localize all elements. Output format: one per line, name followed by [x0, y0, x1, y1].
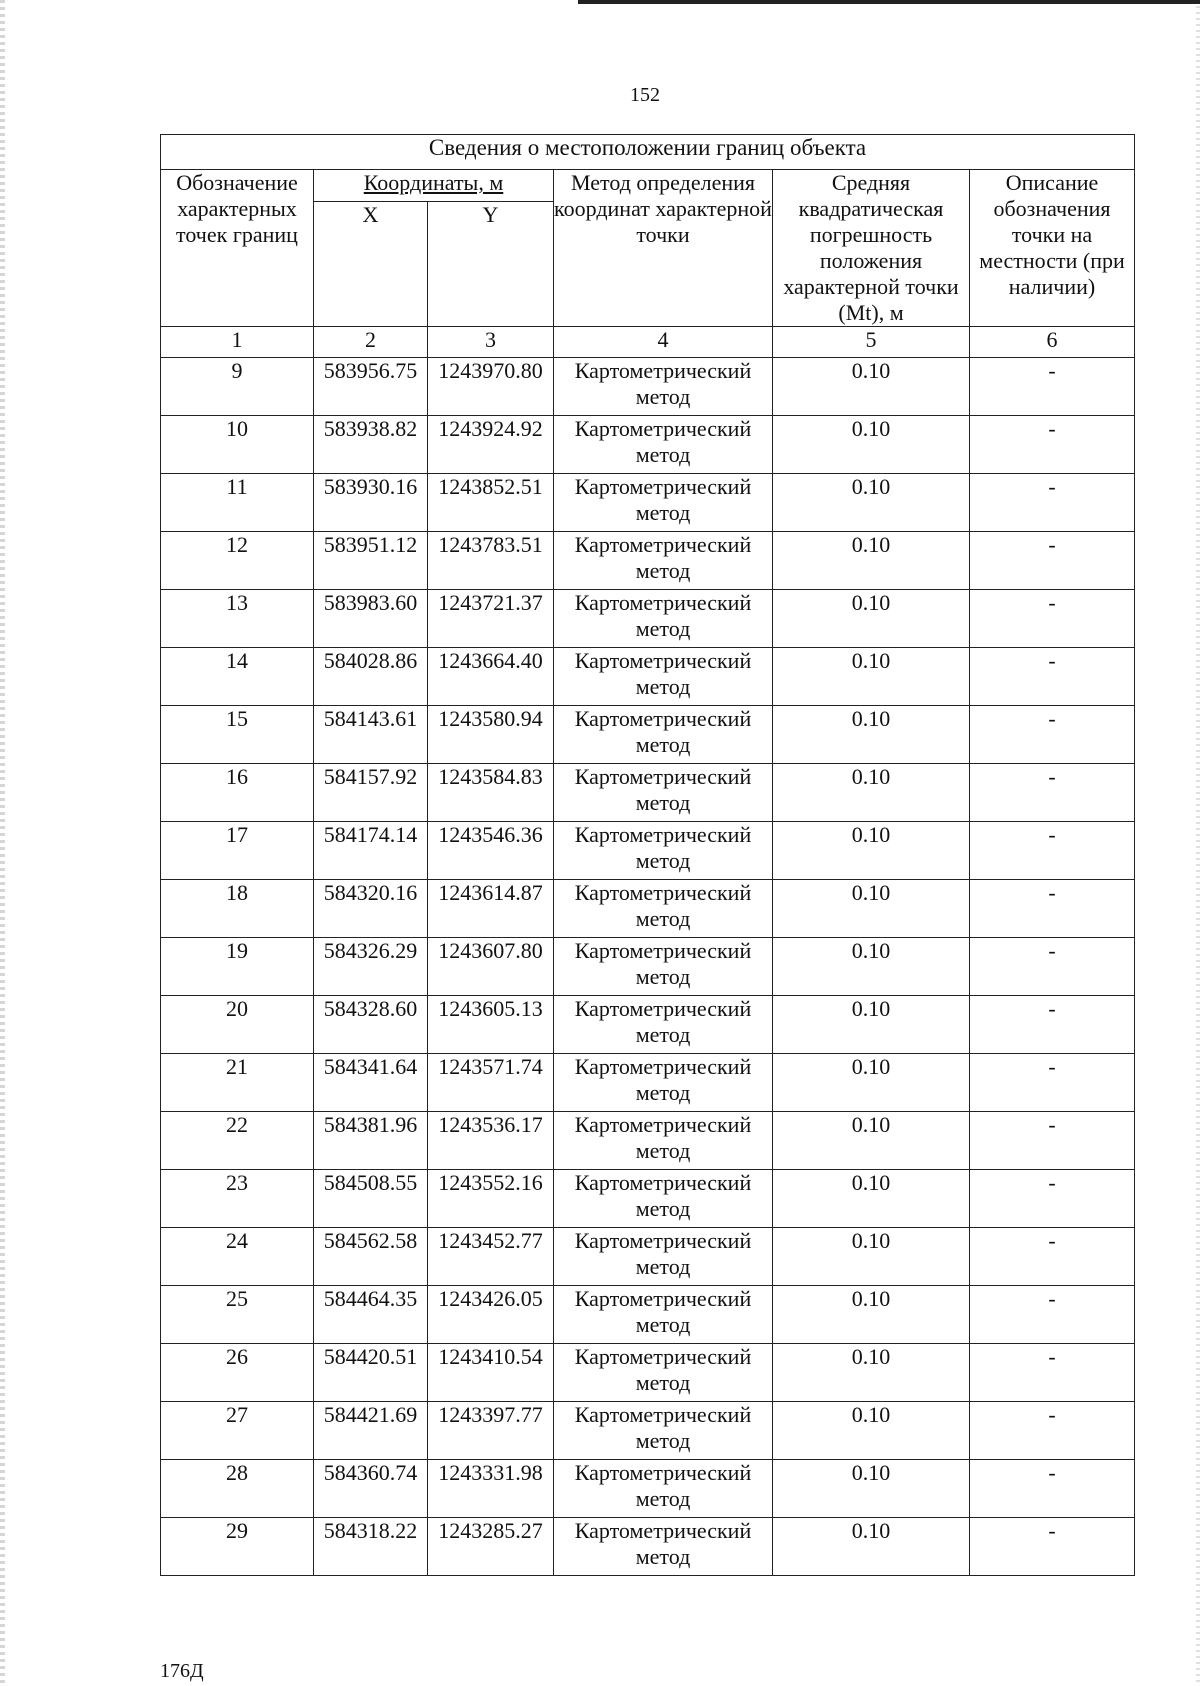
- error-cell: 0.10: [773, 880, 970, 938]
- method-line: метод: [635, 1428, 691, 1453]
- table-row: [161, 822, 1135, 880]
- x-cell: 583951.12: [314, 532, 428, 590]
- description-cell: -: [970, 1460, 1135, 1518]
- description-cell: -: [970, 938, 1135, 996]
- error-cell: 0.10: [773, 416, 970, 474]
- x-cell: 584328.60: [314, 996, 428, 1054]
- column-number: 2: [314, 327, 428, 358]
- page-number: 152: [630, 84, 660, 106]
- table-row: [161, 474, 1135, 532]
- method-line: Картометрический: [574, 1170, 752, 1195]
- point-cell: 28: [161, 1460, 314, 1518]
- table-row: [161, 764, 1135, 822]
- x-cell: 584464.35: [314, 1286, 428, 1344]
- method-cell: [554, 648, 773, 706]
- method-cell: [554, 938, 773, 996]
- x-cell: 583938.82: [314, 416, 428, 474]
- point-cell: 27: [161, 1402, 314, 1460]
- method-line: Картометрический: [574, 1054, 752, 1079]
- description-cell: -: [970, 416, 1135, 474]
- method-cell: [554, 706, 773, 764]
- x-cell: 584143.61: [314, 706, 428, 764]
- method-cell: [554, 416, 773, 474]
- method-cell: [554, 880, 773, 938]
- y-cell: 1243605.13: [428, 996, 554, 1054]
- error-cell: 0.10: [773, 1344, 970, 1402]
- method-line: метод: [635, 790, 691, 815]
- method-line: Картометрический: [574, 532, 752, 557]
- x-cell: 584028.86: [314, 648, 428, 706]
- point-cell: 14: [161, 648, 314, 706]
- method-cell: [554, 1344, 773, 1402]
- point-cell: 11: [161, 474, 314, 532]
- method-line: Картометрический: [574, 880, 752, 905]
- point-cell: 26: [161, 1344, 314, 1402]
- method-line: метод: [635, 1022, 691, 1047]
- table-row: [161, 1228, 1135, 1286]
- y-cell: 1243285.27: [428, 1518, 554, 1576]
- method-cell: [554, 1286, 773, 1344]
- method-line: метод: [635, 906, 691, 931]
- description-cell: -: [970, 532, 1135, 590]
- method-line: Картометрический: [574, 764, 752, 789]
- y-cell: 1243426.05: [428, 1286, 554, 1344]
- footer-code: 176Д: [160, 1660, 204, 1682]
- table-body: [161, 358, 1135, 1576]
- error-cell: 0.10: [773, 1228, 970, 1286]
- point-cell: 19: [161, 938, 314, 996]
- point-cell: 15: [161, 706, 314, 764]
- description-cell: -: [970, 1170, 1135, 1228]
- method-line: Картометрический: [574, 1228, 752, 1253]
- header-error: Средняя квадратическая погрешность положения характерной точки (Mt), м: [773, 170, 970, 327]
- method-cell: [554, 1170, 773, 1228]
- description-cell: -: [970, 1054, 1135, 1112]
- y-cell: 1243721.37: [428, 590, 554, 648]
- method-cell: [554, 358, 773, 416]
- description-cell: -: [970, 1286, 1135, 1344]
- method-line: Картометрический: [574, 1112, 752, 1137]
- description-cell: -: [970, 1344, 1135, 1402]
- table-row: [161, 416, 1135, 474]
- method-line: Картометрический: [574, 996, 752, 1021]
- y-cell: 1243410.54: [428, 1344, 554, 1402]
- table-row: [161, 1344, 1135, 1402]
- method-line: метод: [635, 1370, 691, 1395]
- y-cell: 1243783.51: [428, 532, 554, 590]
- method-line: Картометрический: [574, 1518, 752, 1543]
- error-cell: 0.10: [773, 590, 970, 648]
- error-cell: 0.10: [773, 764, 970, 822]
- point-cell: 13: [161, 590, 314, 648]
- table-title: Сведения о местоположении границ объекта: [161, 135, 1135, 170]
- x-cell: 584508.55: [314, 1170, 428, 1228]
- y-cell: 1243584.83: [428, 764, 554, 822]
- method-line: Картометрический: [574, 1460, 752, 1485]
- error-cell: 0.10: [773, 1170, 970, 1228]
- error-cell: 0.10: [773, 1518, 970, 1576]
- method-line: метод: [635, 732, 691, 757]
- table-row: [161, 1054, 1135, 1112]
- method-cell: [554, 590, 773, 648]
- method-line: метод: [635, 616, 691, 641]
- header-y: Y: [428, 202, 554, 327]
- method-line: метод: [635, 500, 691, 525]
- point-cell: 22: [161, 1112, 314, 1170]
- method-line: метод: [635, 1196, 691, 1221]
- table-row: [161, 648, 1135, 706]
- method-line: метод: [635, 848, 691, 873]
- y-cell: 1243580.94: [428, 706, 554, 764]
- error-cell: 0.10: [773, 1402, 970, 1460]
- method-line: метод: [635, 1138, 691, 1163]
- point-cell: 24: [161, 1228, 314, 1286]
- error-cell: 0.10: [773, 706, 970, 764]
- table-row: [161, 1170, 1135, 1228]
- description-cell: -: [970, 1228, 1135, 1286]
- point-cell: 21: [161, 1054, 314, 1112]
- y-cell: 1243536.17: [428, 1112, 554, 1170]
- x-cell: 584320.16: [314, 880, 428, 938]
- method-line: Картометрический: [574, 938, 752, 963]
- x-cell: 584421.69: [314, 1402, 428, 1460]
- method-line: Картометрический: [574, 1286, 752, 1311]
- method-cell: [554, 1402, 773, 1460]
- error-cell: 0.10: [773, 648, 970, 706]
- error-cell: 0.10: [773, 532, 970, 590]
- description-cell: -: [970, 996, 1135, 1054]
- method-cell: [554, 532, 773, 590]
- point-cell: 29: [161, 1518, 314, 1576]
- x-cell: 584326.29: [314, 938, 428, 996]
- method-line: метод: [635, 674, 691, 699]
- description-cell: -: [970, 590, 1135, 648]
- method-line: Картометрический: [574, 590, 752, 615]
- point-cell: 18: [161, 880, 314, 938]
- error-cell: 0.10: [773, 1112, 970, 1170]
- method-cell: [554, 1112, 773, 1170]
- method-cell: [554, 996, 773, 1054]
- y-cell: 1243970.80: [428, 358, 554, 416]
- method-line: метод: [635, 1080, 691, 1105]
- description-cell: -: [970, 822, 1135, 880]
- description-cell: -: [970, 706, 1135, 764]
- error-cell: 0.10: [773, 358, 970, 416]
- point-cell: 9: [161, 358, 314, 416]
- method-line: Картометрический: [574, 474, 752, 499]
- description-cell: -: [970, 1112, 1135, 1170]
- table-row: [161, 938, 1135, 996]
- y-cell: 1243452.77: [428, 1228, 554, 1286]
- error-cell: 0.10: [773, 1460, 970, 1518]
- error-cell: 0.10: [773, 996, 970, 1054]
- error-cell: 0.10: [773, 1054, 970, 1112]
- x-cell: 584174.14: [314, 822, 428, 880]
- column-number-row: [161, 327, 1135, 358]
- top-rule: [578, 0, 1200, 4]
- x-cell: 583930.16: [314, 474, 428, 532]
- table-row: [161, 880, 1135, 938]
- method-line: метод: [635, 384, 691, 409]
- x-cell: 584562.58: [314, 1228, 428, 1286]
- x-cell: 584157.92: [314, 764, 428, 822]
- x-cell: 584381.96: [314, 1112, 428, 1170]
- x-cell: 584420.51: [314, 1344, 428, 1402]
- column-number: 4: [554, 327, 773, 358]
- y-cell: 1243546.36: [428, 822, 554, 880]
- point-cell: 17: [161, 822, 314, 880]
- table-row: [161, 1112, 1135, 1170]
- column-number: 3: [428, 327, 554, 358]
- method-line: Картометрический: [574, 416, 752, 441]
- table-row: [161, 706, 1135, 764]
- y-cell: 1243571.74: [428, 1054, 554, 1112]
- method-line: Картометрический: [574, 358, 752, 383]
- boundary-table: [160, 134, 1135, 1576]
- error-cell: 0.10: [773, 1286, 970, 1344]
- header-coords-label: Координаты, м: [363, 170, 504, 195]
- table-row: [161, 1286, 1135, 1344]
- method-line: метод: [635, 1312, 691, 1337]
- method-line: метод: [635, 1544, 691, 1569]
- description-cell: -: [970, 1518, 1135, 1576]
- header-method: Метод определения координат характерной точки: [554, 170, 773, 327]
- method-cell: [554, 1228, 773, 1286]
- method-line: Картометрический: [574, 1402, 752, 1427]
- error-cell: 0.10: [773, 938, 970, 996]
- method-cell: [554, 764, 773, 822]
- table-row: [161, 996, 1135, 1054]
- y-cell: 1243552.16: [428, 1170, 554, 1228]
- description-cell: -: [970, 880, 1135, 938]
- method-line: Картометрический: [574, 822, 752, 847]
- y-cell: 1243664.40: [428, 648, 554, 706]
- x-cell: 584318.22: [314, 1518, 428, 1576]
- table-row: [161, 1460, 1135, 1518]
- x-cell: 583956.75: [314, 358, 428, 416]
- x-cell: 584360.74: [314, 1460, 428, 1518]
- method-line: метод: [635, 1486, 691, 1511]
- table-row: [161, 532, 1135, 590]
- table-row: [161, 1518, 1135, 1576]
- error-cell: 0.10: [773, 474, 970, 532]
- method-line: метод: [635, 442, 691, 467]
- point-cell: 23: [161, 1170, 314, 1228]
- method-cell: [554, 474, 773, 532]
- y-cell: 1243852.51: [428, 474, 554, 532]
- description-cell: -: [970, 474, 1135, 532]
- column-number: 5: [773, 327, 970, 358]
- scan-edge-left: [0, 0, 5, 1686]
- header-x: X: [314, 202, 428, 327]
- description-cell: -: [970, 1402, 1135, 1460]
- y-cell: 1243331.98: [428, 1460, 554, 1518]
- table-row: [161, 590, 1135, 648]
- method-cell: [554, 1460, 773, 1518]
- y-cell: 1243607.80: [428, 938, 554, 996]
- point-cell: 12: [161, 532, 314, 590]
- point-cell: 20: [161, 996, 314, 1054]
- method-cell: [554, 1518, 773, 1576]
- header-description: Описание обозначения точки на местности (при наличии): [970, 170, 1135, 327]
- method-line: Картометрический: [574, 648, 752, 673]
- table-row: [161, 358, 1135, 416]
- header-point: Обозначение характерных точек границ: [161, 170, 314, 327]
- header-coords: [314, 170, 554, 202]
- y-cell: 1243924.92: [428, 416, 554, 474]
- description-cell: -: [970, 648, 1135, 706]
- point-cell: 10: [161, 416, 314, 474]
- point-cell: 16: [161, 764, 314, 822]
- method-line: Картометрический: [574, 1344, 752, 1369]
- error-cell: 0.10: [773, 822, 970, 880]
- method-line: метод: [635, 558, 691, 583]
- y-cell: 1243614.87: [428, 880, 554, 938]
- column-number: 6: [970, 327, 1135, 358]
- table-title-row: [161, 135, 1135, 170]
- table-header-row: [161, 170, 1135, 202]
- method-line: Картометрический: [574, 706, 752, 731]
- method-cell: [554, 822, 773, 880]
- x-cell: 583983.60: [314, 590, 428, 648]
- y-cell: 1243397.77: [428, 1402, 554, 1460]
- method-cell: [554, 1054, 773, 1112]
- method-line: метод: [635, 964, 691, 989]
- column-number: 1: [161, 327, 314, 358]
- method-line: метод: [635, 1254, 691, 1279]
- table-row: [161, 1402, 1135, 1460]
- point-cell: 25: [161, 1286, 314, 1344]
- description-cell: -: [970, 358, 1135, 416]
- scan-edge-right: [1196, 0, 1200, 1686]
- description-cell: -: [970, 764, 1135, 822]
- x-cell: 584341.64: [314, 1054, 428, 1112]
